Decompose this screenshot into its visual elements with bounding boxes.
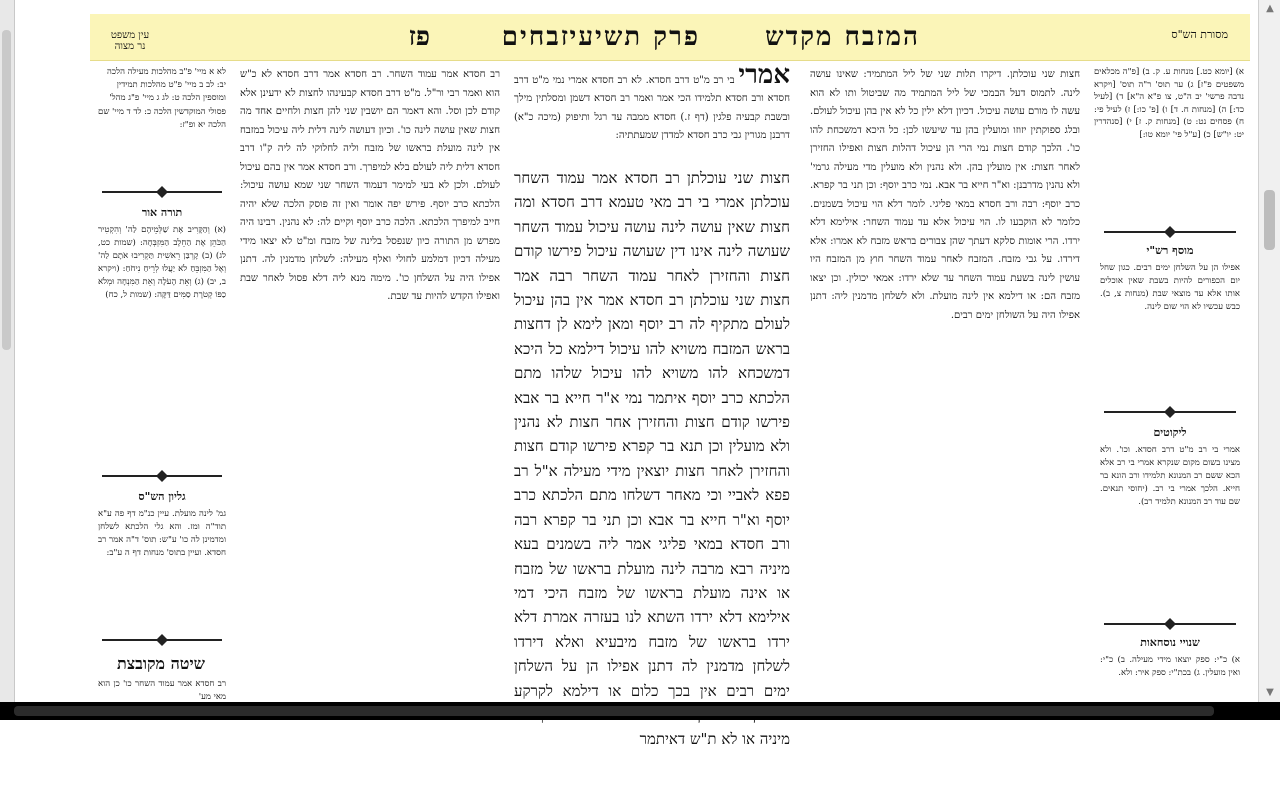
ornament-divider [98, 186, 226, 198]
right-scrollbar-thumb[interactable] [1264, 190, 1275, 250]
musaf-rashi-text: אפילו הן על השלחן ימים רבים. כגון שחל יום הכפורים להיות בשבת שאין אוכלים אותו אלא עד מוצאי שבת (מנחות צ, ב). כבש עכשיו לא הוי שום לינה. [1100, 263, 1240, 312]
ornament-divider [98, 470, 226, 482]
horizontal-scrollbar-thumb[interactable] [14, 706, 1214, 716]
rashi-text: חצות שני עוכלתן. דיקרו תלות שני של ליל המתמיד: שאינו עושה לינה. לתמוס דעל הבמכי של ליל המתמיד מה שביטול ותו לא הוא עשה לו מורם עושה עיכול. דכיון דלא ילין כל לא אין בהן עיכול לעולם. ובלג ספוקתין יזוזו ומועלין בהן עד שיעשו לכן: כל היכא דמשכחת להו כו'. הלכך קודם חצות נמי הרי הן עיכול דהלות חצות ואפילו החזירן לאחר חצות: אין מועלין בהן. ולא נהנין ולא מועלין מדי מעילה גרמי' ולא נהנין מדרבנן: וא"ר חייא בר אבא. נמי כרב יוסף: וכן תני בר קפרא. כרב יוסף: רבה ורב חסדא במאי פליגי. לומר דלא הוי עיכול בשמנים. כלומר לא הוקבעו לו. הוי עיכול אלא עד עמוד השחר: אילימא דלא ירדו. הרי אומות סלקא דעתך שהן צבורים בראש מזבח לא אמרו: אלא דירדו. על גבי מזבח. המזבח לאחר עמוד השחר חוץ מן המזבח היו עושין לינה בשעת עמוד השחר עד שלא ירדו: אמאי יכולין. וכן יצאו מזבח הם: או דילמא אין לינה מועלת. ולא לשלחן מדמנין ליה: דתנן אפילו היה על השולחן ימים רבים. [810, 69, 1080, 321]
chapter-title: המזבח מקדש [765, 22, 920, 52]
shitah-mekubetzet-title: שיטה מקובצת [117, 654, 205, 673]
shinuyei-nuschaot-title: שנויי נוסחאות [1140, 636, 1200, 649]
gemara-top-text [514, 66, 790, 158]
right-scrollbar[interactable] [1258, 0, 1280, 720]
gemara-top-body: בי רב מ"ט דרב חסדא. לא רב חסדא אמרי נמי מ"ט דרב חסדא ורב חסדא תלמידו הכי אמר ואמר רב חסדא דשמן ומסלתין מילך ובשבת קבעיה פלגין (דף ז.) חסדא ממבה עד רגל ותיפוק (מיכה כ"א) דרבנן מגורין גבי כרב חסדא למדדן שמעתתיה: [514, 75, 790, 141]
tractate-name: זבחים [501, 22, 570, 52]
rashi-column [810, 66, 1080, 706]
torah-or-text: (א) וְהַקָּרִיב אֶת שַׁלְּמֵיהֶם לַה' וְהִקְטִיר הַכֹּהֵן אֶת הַחֵלֶב הַמִּזְבְּחָה: (שמות כט, לג) (ב) קָרְבַּן רֵאשִׁית תַּקְרִיבוּ אֹתָם לַה' וְאֶל הַמִּזְבֵּחַ לֹא יַעֲלוּ לְרֵיחַ נִיחֹחַ: (ויקרא ב, יב) (ג) וְאֵת הָעֹלָה וְאֵת הַמִּנְחָה וּמְלֹא כַפּוֹ קְטֹרֶת סַמִּים דַּקָּה: (שמות ל, כח) [98, 225, 226, 300]
tosafot-text: רב חסדא אמר עמוד השחר. רב חסדא אמר דרב חסדא לא כ"ש הוא ואמר רבי ור"ל. מ"ט דרב חסדא קבעינהו לחצות לא ידעינן אלא קודם לכן וסל. והא דאמר הם יושבין שני להן חצות ולחיים אחד מה חצות שאין עושה לינה כו'. וכיון דעושה לינה דלית ליה עיכול במזבח אין לינה מועלת בראשו של מזבח וליה לחלוקי לה ליה ק"ו דרב חסדא דלית ליה לעולם בלא למיפרך. ורב חסדא אמר אין בהם עיכול לעולם. ולכן לא בעי למימר דעמוד השחר שני שמא עושה עיכול: הלכתא כרב יוסף. פירש יפה אומר ואין זה פוסק הלכה שלא יהיה חייב למיפרך הלכתא. הלכה כרב יוסף וקיים לה: לא נהנין. רבינו היה מפרש מן התורה כיון שנפסל בלינה של מזבח ומ"ט לא יצאו מידי מעילה דכיון דמלמע לחולי ואלף מעילה: לשלחן מדמנין לה. דתנן אפילו היה על השלחן כו'. מימה מנא ליה דלא פסול לאחר שבת ואפילו הקדש להיות עד שבת. [240, 69, 500, 302]
gilyon-hashas-text: גמ' לינה מועלת. עיין כנ"מ דף פה ע"א תוד"ה ומז. והא גלי הלכתא לשלחן ומדמינן לה כו' ע"ש: תוס' ד"ה אמר רב חסדא. ועיין בתוס' מנחות דף ה ע"ב: [98, 509, 226, 558]
likutim-text: אמרי בי רב מ"ט דרב חסדא. וכו'. ולא מצינו בשום מקום שנקרא אמרי בי רב אלא הכא ששם רב המנונא תלמידו ורב הונא בר חייא. הלכך אמרי בי רב. (יחוסי תנאים. שם עוד רב המנונא תלמיד רב). [1100, 445, 1240, 507]
ornament-divider [1100, 406, 1240, 418]
masoret-text: א) [יומא כט.] מנחות ע. ק. ב) [פ"ה מכלאים משפטים פ"ז] ג) ער תוס' ר"ה תוס' [ויקרא נדבה פרשי' יב ה"ט, צו פ"א ה"א] ד) [לעיל כד:] ה) [מנחות ח. ד] ו) [פ' כו:] ז) לעיל פי: ח) פסחים נט: ט) [מנחות ק. ז] י) [סנהדרין יט: יו"ש] כ) [ע"ל פי' יומא טו:] [1094, 67, 1244, 140]
ein-mishpat-column [96, 66, 226, 186]
gilyon-hashas-title: גליון הש"ס [138, 490, 186, 503]
ein-mishpat-text: לא א מיי' פ"ב מהלכות מעילה הלכה יב: לב ב מיי' פ"ט מהלכות תמידין ומוספין הלכה ט: לג ג מיי' פ"ג מהל' פסולי המוקדשין הלכה כ: לד ד מיי' שם הלכה יא ופ"ז: [98, 67, 226, 130]
gemara-opening-word: אמרי [738, 66, 790, 90]
likutim-title: ליקוטים [1153, 426, 1187, 439]
gemara-text: חצות שני עוכלתן רב חסדא אמר עמוד השחר עוכלתן אמרי בי רב מאי טעמא דרב חסדא ומה חצות שאין עושה לינה עושה עיכול עמוד השחר שעושה לינה אינו דין שעושה עיכול פירשו קודם חצות והחזירן לאחר עמוד השחר רבה אמר חצות שני עוכלתן רב חסדא אמר אין בהן עיכול לעולם מתקיף לה רב יוסף ומאן לימא לן דחצות בראש המזבח משויא להו עיכול דילמא כל היכא דמשכחא להו משויא להו עיכול שלהו מתם הלכתא כרב יוסף איתמר נמי א"ר חייא בר אבא פירשו קודם חצות והחזירן אחר חצות לא נהנין ולא מועלין וכן תנא בר קפרא פירשו קודם חצות והחזירן לאחר חצות יוצאין מידי מעילה א"ל רב פפא לאביי וכי מאחר דשלחו מתם הלכתא כרב יוסף וא"ר חייא בר אבא וכן תני בר קפרא רבה ורב חסדא במאי פליגי אמר ליה בשמנים בעא מיניה רבא מרבה לינה מועלת בראשו של מזבח או אינה מועלת בראשו של מזבח היכי דמי אילימא דלא ירדו השתא לנו בעזרה אמרת דלא ירדו בראשו של מזבח מיבעיא ואלא דירדו לשלחן מדמנין לה דתנן אפילו הן על השלחן ימים רבים אין בכך כלום או דילמא לקרקע מיניה או לא ת"ש דאיתמר [514, 169, 790, 749]
torah-or-title: תורה אור [141, 206, 183, 219]
masoret-hashas-column [1094, 66, 1244, 216]
page-number: פז [408, 22, 430, 52]
musaf-rashi-title: מוסף רש"י [1146, 244, 1194, 257]
ornament-divider [1100, 226, 1240, 238]
perek-label: פרק תשיעי [569, 22, 700, 52]
talmud-page [90, 14, 1250, 749]
horizontal-scrollbar[interactable] [0, 702, 1280, 720]
shinuyei-nuschaot-text: א) כ"י: ספק יוצאו מידי מעילה. ב) כ"י: ואין מועלין. ג) בכת"י: ספק איר: ולא. [1100, 655, 1240, 678]
tosafot-column [240, 66, 500, 706]
ornament-divider [98, 634, 226, 646]
left-scrollbar[interactable] [0, 0, 15, 720]
ein-mishpat-label: עין משפט נר מצוה [110, 30, 150, 52]
page-header [90, 14, 1250, 61]
ornament-divider [1100, 618, 1240, 630]
scroll-up-icon[interactable]: ▲ [1266, 3, 1274, 14]
shitah-mekubetzet-text: רב חסדא אמר עמוד השחר כו' כן הוא מאי מע' [98, 679, 226, 702]
masoret-hashas-label: מסורת הש"ס [1171, 28, 1228, 41]
scroll-down-icon[interactable]: ▼ [1266, 687, 1274, 698]
left-scrollbar-thumb[interactable] [2, 30, 11, 350]
